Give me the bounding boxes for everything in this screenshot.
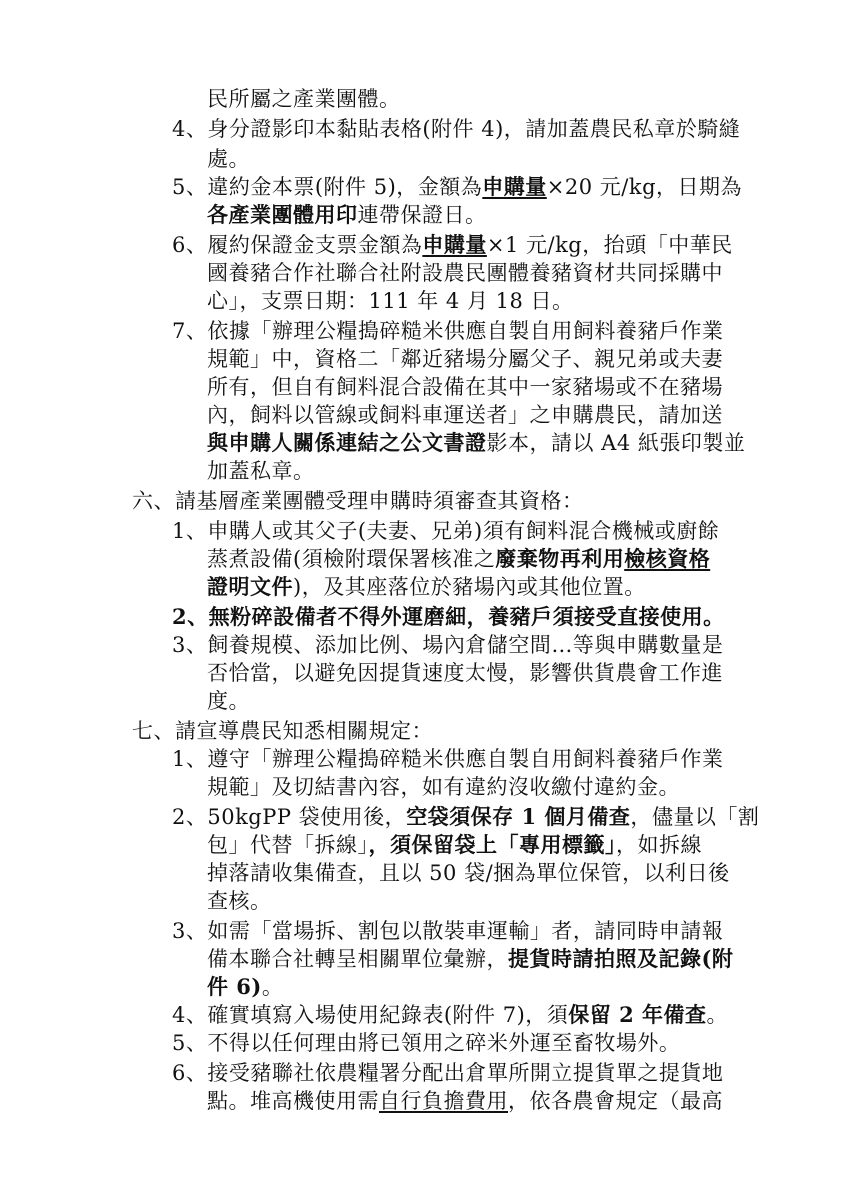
- item-6-3-cont2: 度。: [207, 689, 250, 713]
- item-7-4: 4、確實填寫入場使用紀錄表(附件 7)，須保留 2 年備查。: [172, 1002, 729, 1027]
- item-5-6-cont: 國養豬合作社聯合社附設農民團體養豬資材共同採購中: [207, 261, 723, 285]
- item-7-3-cont: 備本聯合社轉呈相關單位彙辦，提貨時請拍照及記錄(附: [207, 946, 734, 971]
- item-5-5: 5、違約金本票(附件 5)，金額為申購量×20 元/kg，日期為: [172, 174, 743, 199]
- item-5-7-cont4: 與申購人關係連結之公文書證影本，請以 A4 紙張印製並: [207, 430, 746, 455]
- item-5-4-cont: 處。: [207, 147, 250, 171]
- item-5-6-cont2: 心」，支票日期：111 年 4 月 18 日。: [207, 289, 574, 313]
- item-7-5: 5、不得以任何理由將已領用之碎米外運至畜牧場外。: [172, 1031, 681, 1055]
- item-5-7-cont3: 內，飼料以管線或飼料車運送者」之申購農民，請加送: [207, 403, 723, 427]
- item-7-2-cont3: 查核。: [207, 889, 272, 913]
- item-7-3: 3、如需「當場拆、割包以散裝車運輸」者，請同時申請報: [172, 919, 724, 943]
- item-7-2-cont2: 掉落請收集備查，且以 50 袋/捆為單位保管，以利日後: [207, 861, 730, 885]
- item-5-7: 7、依據「辦理公糧搗碎糙米供應自製自用飼料養豬戶作業: [172, 319, 724, 343]
- item-6-1-cont2: 證明文件)，及其座落位於豬場內或其他位置。: [207, 574, 646, 599]
- item-6-3-cont: 否恰當，以避免因提貨速度太慢，影響供貨農會工作進: [207, 661, 723, 685]
- item-6-1-cont: 蒸煮設備(須檢附環保署核准之廢棄物再利用檢核資格: [207, 546, 711, 571]
- item-7-3-cont2: 件 6)。: [207, 974, 284, 999]
- item-6-2: 2、無粉碎設備者不得外運磨細，養豬戶須接受直接使用。: [172, 604, 725, 629]
- item-5-5-cont: 各產業團體用印連帶保證日。: [207, 202, 487, 227]
- item-7-1-cont: 規範」及切結書內容，如有違約沒收繳付違約金。: [207, 775, 680, 799]
- item-5-7-cont5: 加蓋私章。: [207, 459, 315, 483]
- item-6-3: 3、飼養規模、添加比例、場內倉儲空間…等與申購數量是: [172, 633, 724, 657]
- item-7-6-cont: 點。堆高機使用需自行負擔費用，依各農會規定（最高: [207, 1089, 723, 1113]
- item-7-2: 2、50kgPP 袋使用後，空袋須保存 1 個月備查，儘量以「割: [172, 804, 760, 829]
- item-5-3-continuation: 民所屬之產業團體。: [207, 87, 401, 111]
- item-7-2-cont: 包」代替「拆線」，須保留袋上「專用標籤」，如拆線: [207, 832, 702, 857]
- item-7-6: 6、接受豬聯社依農糧署分配出倉單所開立提貨單之提貨地: [172, 1061, 724, 1085]
- section-6-heading: 六、請基層產業團體受理申購時須審查其資格：: [132, 489, 584, 513]
- item-6-1: 1、申購人或其父子(夫妻、兄弟)須有飼料混合機械或廚餘: [172, 519, 720, 543]
- item-5-7-cont: 規範」中，資格二「鄰近豬場分屬父子、親兄弟或夫妻: [207, 347, 723, 371]
- item-5-4: 4、身分證影印本黏貼表格(附件 4)，請加蓋農民私章於騎縫: [172, 117, 741, 141]
- item-5-6: 6、履約保證金支票金額為申購量×1 元/kg，抬頭「中華民: [172, 232, 733, 257]
- section-7-heading: 七、請宣導農民知悉相關規定：: [132, 719, 433, 743]
- item-7-1: 1、遵守「辦理公糧搗碎糙米供應自製自用飼料養豬戶作業: [172, 747, 724, 771]
- item-5-7-cont2: 所有，但自有飼料混合設備在其中一家豬場或不在豬場: [207, 375, 723, 399]
